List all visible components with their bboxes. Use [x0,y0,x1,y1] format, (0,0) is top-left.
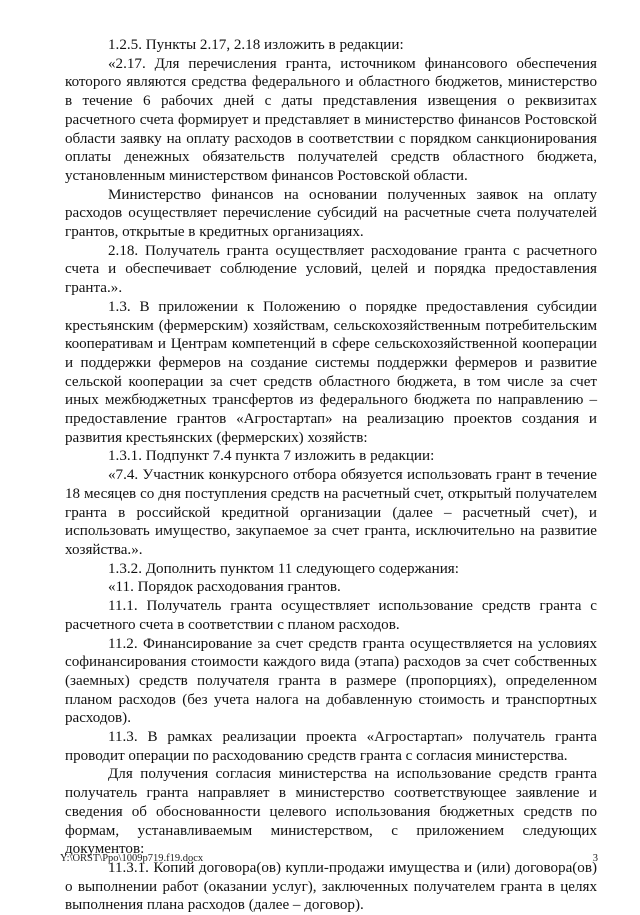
paragraph-7-4: «7.4. Участник конкурсного отбора обязуется использовать грант в течение 18 месяцев со дня поступления средств на расчетный счет, открытый получателем гранта в российской кредитной организации (далее – расчетный счет), и использовать имущество, закупаемое за счет гранта, исключительно на развитие хозяйства.». [65,467,597,558]
paragraph-11-heading: «11. Порядок расходования грантов. [108,579,341,596]
paragraph-1-3: 1.3. В приложении к Положению о порядке предоставления субсидии крестьянским (фермерским) хозяйствам, сельскохозяйственным потребительским кооперативам и Центрам компетенций в сфере сельскохозяйственной кооперации и поддержки фермеров на создание системы поддержки фермеров и развитие сельской кооперации за счет средств областного бюджета, в том числе за счет иных межбюджетных трансфертов из федерального бюджета по направлению – предоставление грантов «Агростартап» на реализацию проектов создания и развития крестьянских (фермерских) хозяйств: [65,298,597,446]
paragraph-consent: Для получения согласия министерства на использование средств гранта получатель гранта направляет в министерство соответствующее заявление и сведения об обоснованности целевого использования бюджетных средств по формам, устанавливаемым министерством, с приложением следующих документов: [65,766,597,858]
paragraph-ministry-finance: Министерство финансов на основании полученных заявок на оплату расходов осуществляет перечисление субсидий на расчетные счета получателей грантов, открытые в кредитных организациях. [65,186,597,241]
footer-file-path: Y:\ORST\Ppo\1009p719.f19.docx [60,853,204,864]
paragraph-1-2-5: 1.2.5. Пункты 2.17, 2.18 изложить в редакции: [108,37,404,53]
paragraph-1-3-1: 1.3.1. Подпункт 7.4 пункта 7 изложить в редакции: [108,448,435,465]
paragraph-2-17: «2.17. Для перечисления гранта, источником финансового обеспечения которого являются средства федерального и областного бюджетов, министерство в течение 6 рабочих дней с даты представления извещения о реквизитах расчетного счета формирует и представляет в министерство финансов Ростовской области заявку на оплату расходов в соответствии с порядком санкционирования оплаты денежных обязательств получателей средств областного бюджета, установленным министерством финансов Ростовской области. [65,55,597,184]
page-footer [60,853,598,864]
footer-page-number: 3 [592,853,598,864]
paragraph-11-3-1: 11.3.1. Копий договора(ов) купли-продажи имущества и (или) договора(ов) о выполнении работ (оказании услуг), заключенных получателем гранта в целях выполнения плана расходов (далее – договор). [65,859,597,914]
document-body [65,36,597,915]
paragraph-1-3-2: 1.3.2. Дополнить пунктом 11 следующего содержания: [108,560,459,577]
paragraph-2-18: 2.18. Получатель гранта осуществляет расходование гранта с расчетного счета и обеспечивает соблюдение условий, целей и порядка предоставления гранта.». [65,242,597,297]
paragraph-11-1: 11.1. Получатель гранта осуществляет использование средств гранта с расчетного счета в соответствии с планом расходов. [65,598,597,633]
paragraph-11-3: 11.3. В рамках реализации проекта «Агростартап» получатель гранта проводит операции по расходованию средств гранта с согласия министерства. [65,729,597,764]
paragraph-11-2: 11.2. Финансирование за счет средств гранта осуществляется на условиях софинансирования стоимости каждого вида (этапа) расходов за счет собственных (заемных) средств получателя гранта в размере (пропорциях), определенном планом расходов (без учета налога на добавленную стоимость и транспортных расходов). [65,635,597,727]
